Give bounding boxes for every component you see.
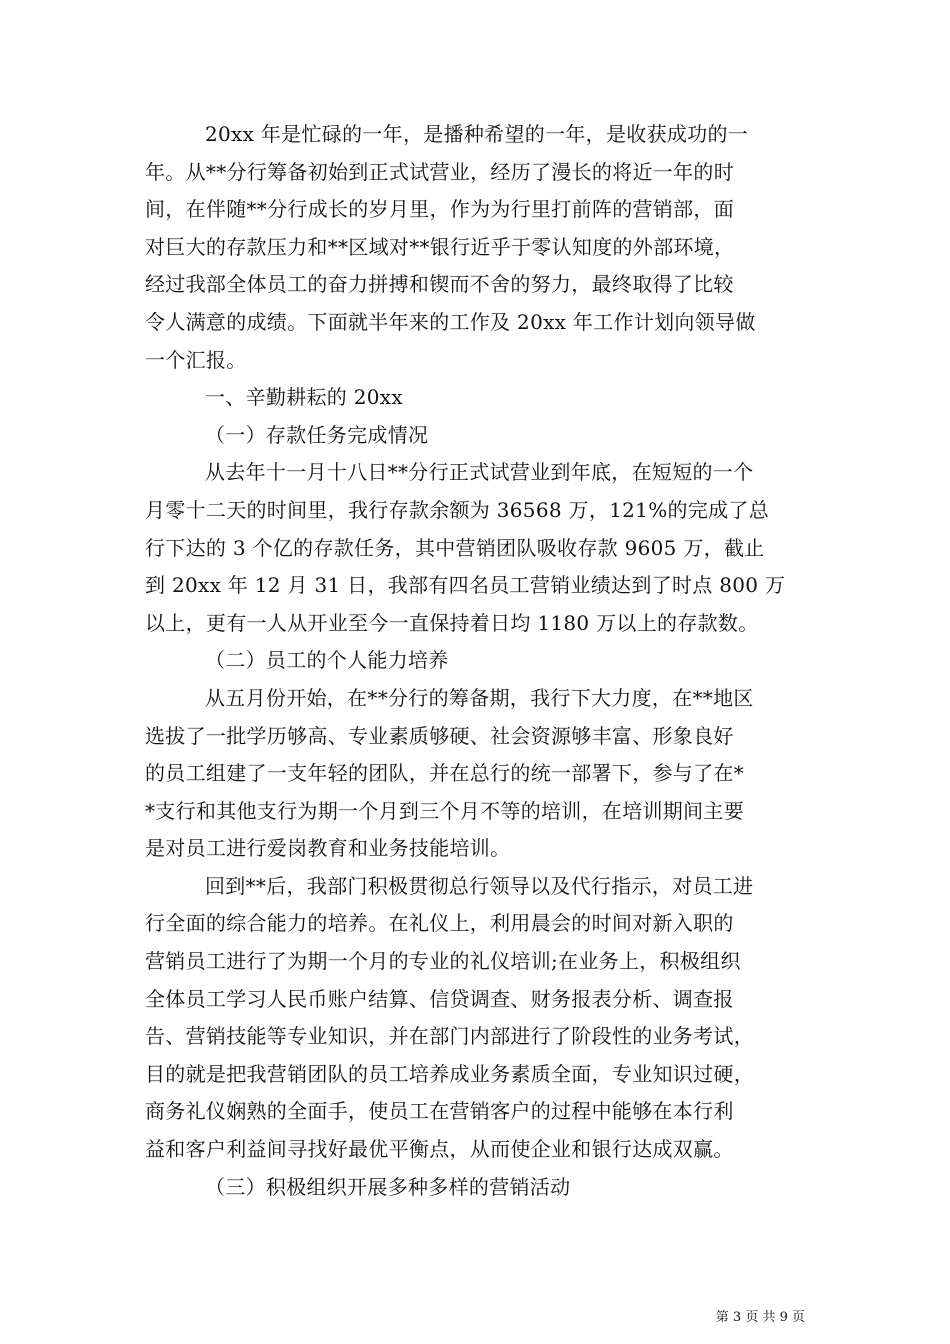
text-line: 行下达的 3 个亿的存款任务，其中营销团队吸收存款 9605 万，截止: [145, 535, 765, 560]
text-line: （一）存款任务完成情况: [205, 422, 429, 447]
text-line: （三）积极组织开展多种多样的营销活动: [205, 1174, 571, 1199]
text-line: （二）员工的个人能力培养: [205, 648, 449, 673]
text-line: 一个汇报。: [145, 347, 247, 372]
text-line: 益和客户利益间寻找好最优平衡点，从而使企业和银行达成双赢。: [145, 1137, 734, 1162]
text-line: 营销员工进行了为期一个月的专业的礼仪培训;在业务上，积极组织: [145, 949, 741, 974]
text-line: 的员工组建了一支年轻的团队，并在总行的统一部署下，参与了在*: [145, 761, 744, 786]
text-line: 回到**后，我部门积极贯彻总行领导以及代行指示，对员工进: [205, 873, 754, 898]
text-line: 商务礼仪娴熟的全面手，使员工在营销客户的过程中能够在本行利: [145, 1099, 734, 1124]
document-body: [145, 116, 815, 1206]
text-line: 是对员工进行爱岗教育和业务技能培训。: [145, 836, 511, 861]
text-line: 经过我部全体员工的奋力拼搏和锲而不舍的努力，最终取得了比较: [145, 272, 734, 297]
text-line: 目的就是把我营销团队的员工培养成业务素质全面，专业知识过硬，: [145, 1061, 754, 1086]
page-number: 第 3 页 共 9 页: [715, 1310, 805, 1325]
text-line: 以上，更有一人从开业至今一直保持着日均 1180 万以上的存款数。: [145, 610, 759, 635]
text-line: 令人满意的成绩。下面就半年来的工作及 20xx 年工作计划向领导做: [145, 309, 756, 334]
text-line: 行全面的综合能力的培养。在礼仪上，利用晨会的时间对新入职的: [145, 911, 734, 936]
text-line: 到 20xx 年 12 月 31 日，我部有四名员工营销业绩达到了时点 800 万: [145, 573, 786, 598]
text-line: 从去年十一月十八日**分行正式试营业到年底，在短短的一个: [205, 460, 754, 485]
text-line: 20xx 年是忙碌的一年，是播种希望的一年，是收获成功的一: [205, 122, 749, 146]
text-line: 全体员工学习人民币账户结算、信贷调查、财务报表分析、调查报: [145, 986, 734, 1011]
text-line: 间，在伴随**分行成长的岁月里，作为为行里打前阵的营销部，面: [145, 197, 734, 222]
text-line: 对巨大的存款压力和**区域对**银行近乎于零认知度的外部环境，: [145, 234, 735, 259]
text-line: 选拔了一批学历够高、专业素质够硬、社会资源够丰富、形象良好: [145, 723, 734, 748]
text-line: 一、辛勤耕耘的 20xx: [205, 385, 403, 410]
text-line: *支行和其他支行为期一个月到三个月不等的培训，在培训期间主要: [145, 798, 744, 823]
text-line: 告、营销技能等专业知识，并在部门内部进行了阶段性的业务考试，: [145, 1024, 754, 1049]
text-line: 年。从**分行筹备初始到正式试营业，经历了漫长的将近一年的时: [145, 159, 734, 184]
text-line: 月零十二天的时间里，我行存款余额为 36568 万，121%的完成了总: [145, 497, 770, 522]
text-line: 从五月份开始，在**分行的筹备期，我行下大力度，在**地区: [205, 685, 754, 710]
